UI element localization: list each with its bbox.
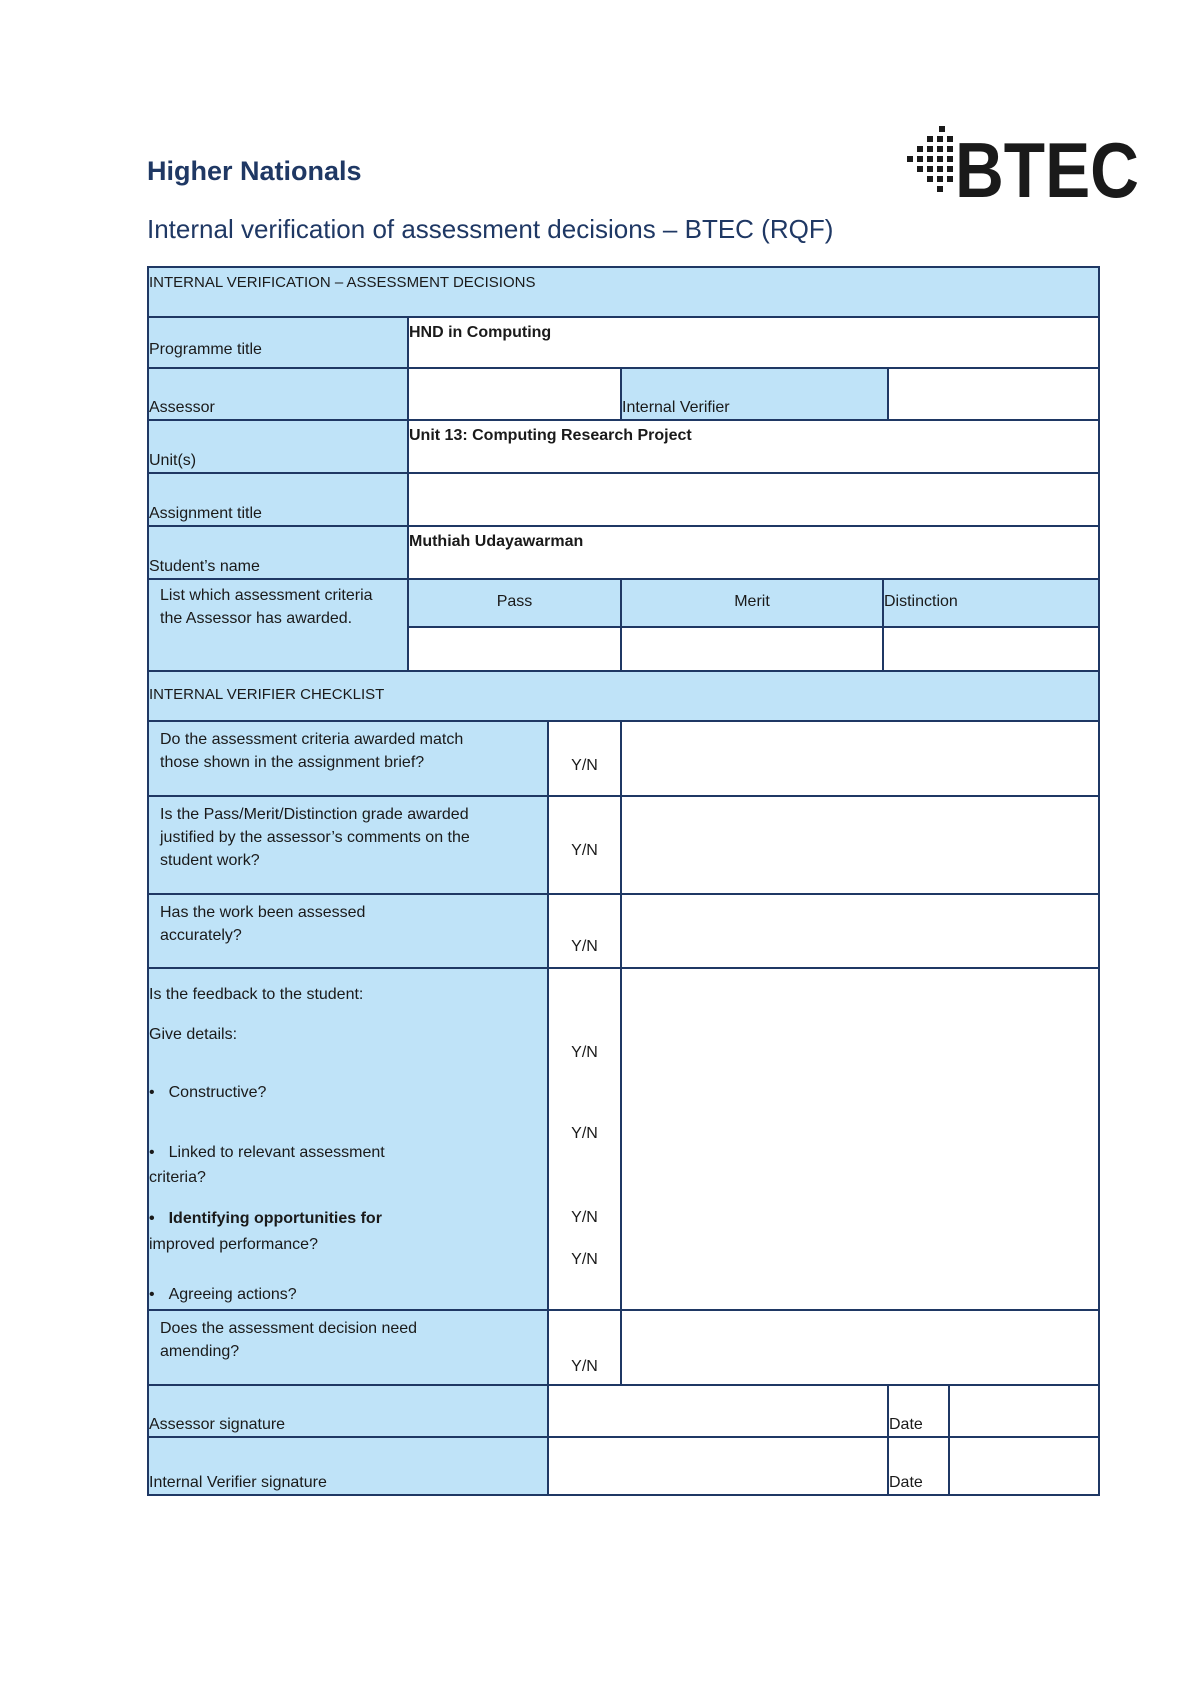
distinction-criteria-field[interactable] bbox=[882, 626, 1100, 672]
btec-logo bbox=[905, 124, 1141, 214]
assessor-label: Assessor bbox=[147, 367, 409, 421]
iv-date-label: Date bbox=[887, 1436, 950, 1496]
assessor-date-field[interactable] bbox=[948, 1384, 1100, 1438]
programme-title-label: Programme title bbox=[147, 316, 409, 369]
yn-improved-performance: Y/N bbox=[571, 1209, 598, 1226]
yn-criteria-match[interactable]: Y/N bbox=[547, 720, 622, 797]
yn-decision-amending[interactable]: Y/N bbox=[547, 1309, 622, 1386]
assessor-signature-label: Assessor signature bbox=[147, 1384, 549, 1438]
iv-date-field[interactable] bbox=[948, 1436, 1100, 1496]
grade-header-distinction: Distinction bbox=[882, 578, 1100, 628]
assignment-title-label: Assignment title bbox=[147, 472, 409, 527]
assessor-field[interactable] bbox=[407, 367, 622, 421]
page-title: Higher Nationals bbox=[147, 156, 362, 186]
comment-criteria-match[interactable] bbox=[620, 720, 1100, 797]
pass-criteria-field[interactable] bbox=[407, 626, 622, 672]
criteria-awarded-label: List which assessment criteria the Assessor has awarded. bbox=[147, 578, 409, 672]
assignment-title-field[interactable] bbox=[407, 472, 1100, 527]
units-label: Unit(s) bbox=[147, 419, 409, 474]
assessor-date-label: Date bbox=[887, 1384, 950, 1438]
grade-header-merit: Merit bbox=[620, 578, 884, 628]
internal-verifier-field[interactable] bbox=[887, 367, 1100, 421]
student-name-value[interactable]: Muthiah Udayawarman bbox=[407, 525, 1100, 580]
logo-text: BTEC bbox=[955, 126, 1139, 214]
programme-title-value[interactable]: HND in Computing bbox=[407, 316, 1100, 369]
yn-grade-justified[interactable]: Y/N bbox=[547, 795, 622, 895]
student-name-label: Student’s name bbox=[147, 525, 409, 580]
iv-signature-label: Internal Verifier signature bbox=[147, 1436, 549, 1496]
page-subtitle: Internal verification of assessment decisions – BTEC (RQF) bbox=[147, 214, 834, 244]
section-decisions-title: INTERNAL VERIFICATION – ASSESSMENT DECISIONS bbox=[149, 274, 536, 291]
assessor-signature-field[interactable] bbox=[547, 1384, 889, 1438]
units-value[interactable]: Unit 13: Computing Research Project bbox=[407, 419, 1100, 474]
yn-constructive: Y/N bbox=[571, 1044, 598, 1061]
section-checklist-header bbox=[147, 670, 1100, 722]
iv-signature-field[interactable] bbox=[547, 1436, 889, 1496]
logo-dots-icon bbox=[907, 126, 953, 192]
comment-assessed-accurately[interactable] bbox=[620, 893, 1100, 969]
question-decision-amending: Does the assessment decision need amending? bbox=[147, 1309, 549, 1386]
yn-linked-criteria: Y/N bbox=[571, 1125, 598, 1142]
grade-header-pass: Pass bbox=[407, 578, 622, 628]
question-criteria-match: Do the assessment criteria awarded match those shown in the assignment brief? bbox=[147, 720, 549, 797]
question-feedback: Is the feedback to the student: Give details: • Constructive? • Linked to relevant assessment criteria? • Identifying opportunities for improved performance? • Agreeing actions? bbox=[147, 967, 549, 1311]
comment-grade-justified[interactable] bbox=[620, 795, 1100, 895]
question-grade-justified: Is the Pass/Merit/Distinction grade awarded justified by the assessor’s comments on the student work? bbox=[147, 795, 549, 895]
section-decisions-header bbox=[147, 266, 1100, 318]
question-assessed-accurately: Has the work been assessed accurately? bbox=[147, 893, 549, 969]
internal-verifier-label: Internal Verifier bbox=[620, 367, 889, 421]
comment-decision-amending[interactable] bbox=[620, 1309, 1100, 1386]
section-checklist-title: INTERNAL VERIFIER CHECKLIST bbox=[149, 686, 385, 703]
yn-agreeing-actions: Y/N bbox=[571, 1251, 598, 1268]
comment-feedback[interactable] bbox=[620, 967, 1100, 1311]
yn-assessed-accurately[interactable]: Y/N bbox=[547, 893, 622, 969]
yn-feedback[interactable] bbox=[547, 967, 622, 1311]
merit-criteria-field[interactable] bbox=[620, 626, 884, 672]
